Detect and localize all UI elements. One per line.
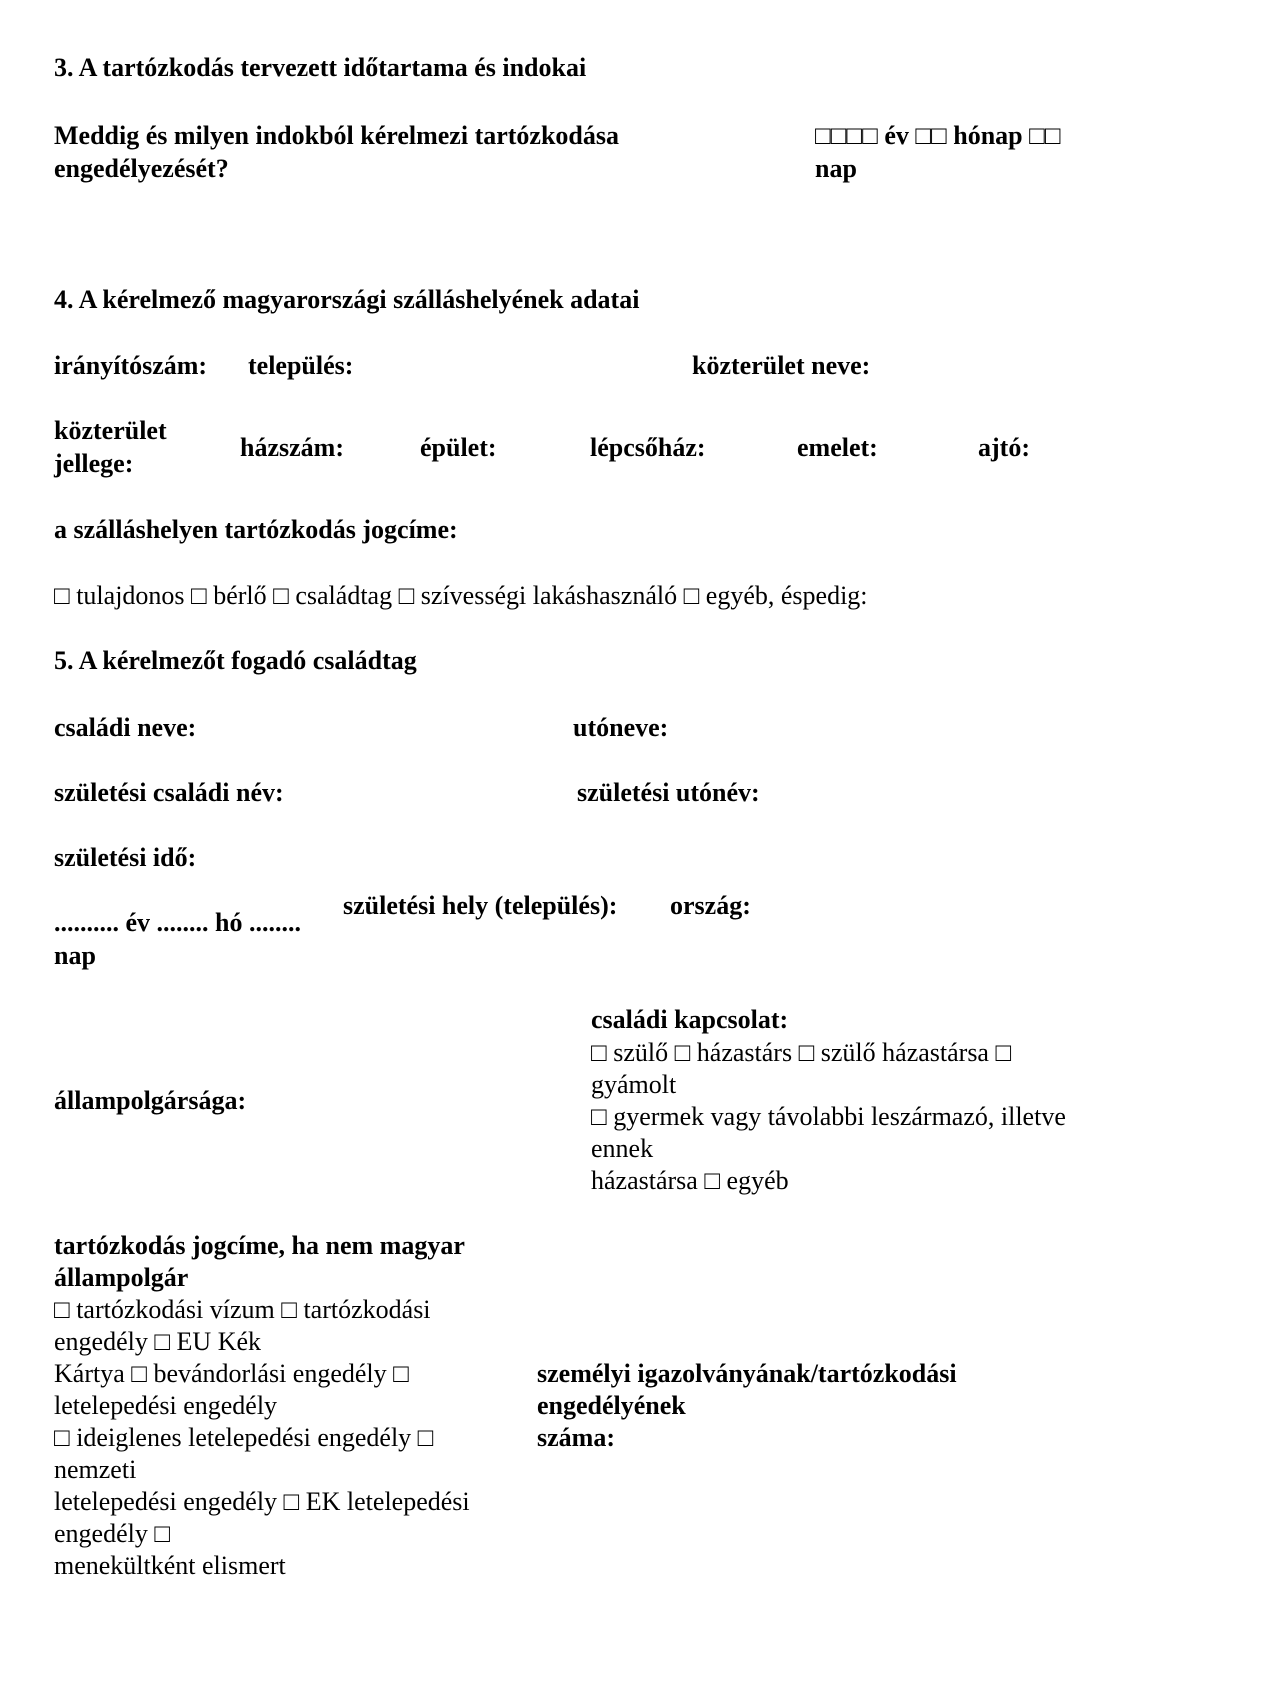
residence-option-line[interactable]: □ ideiglenes letelepedési engedély □ <box>54 1423 434 1452</box>
birth-family-name-label: születési családi név: <box>54 778 284 807</box>
relationship-option-line[interactable]: □ szülő □ házastárs □ szülő házastársa □ <box>591 1038 1012 1067</box>
door-label: ajtó: <box>978 433 1030 462</box>
relationship-label: családi kapcsolat: <box>591 1005 789 1034</box>
duration-fields-line-2: nap <box>815 154 857 183</box>
residence-option-line[interactable]: Kártya □ bevándorlási engedély □ <box>54 1359 409 1388</box>
duration-question-line-2: engedélyezését? <box>54 154 229 183</box>
residence-option-line[interactable]: □ tartózkodási vízum □ tartózkodási <box>54 1295 431 1324</box>
birth-date-blank-line-1[interactable]: .......... év ........ hó ........ <box>54 908 301 937</box>
relationship-option-line[interactable]: ennek <box>591 1134 654 1163</box>
section-5-heading: 5. A kérelmezőt fogadó családtag <box>54 646 417 675</box>
id-number-label-line-3: száma: <box>537 1423 615 1452</box>
section-4-heading: 4. A kérelmező magyarországi szálláshelyének adatai <box>54 285 640 314</box>
residence-option-line[interactable]: engedély □ <box>54 1519 171 1548</box>
duration-fields-line-1[interactable]: □□□□ év □□ hónap □□ <box>815 121 1061 150</box>
house-number-label: házszám: <box>240 433 344 462</box>
relationship-option-line[interactable]: házastársa □ egyéb <box>591 1166 789 1195</box>
floor-label: emelet: <box>797 433 878 462</box>
street-name-label: közterület neve: <box>692 351 871 380</box>
residence-option-line[interactable]: letelepedési engedély <box>54 1391 278 1420</box>
residence-title-label-line-2: állampolgár <box>54 1263 189 1292</box>
residence-title-label-line-1: tartózkodás jogcíme, ha nem magyar <box>54 1231 465 1260</box>
relationship-option-line[interactable]: gyámolt <box>591 1070 677 1099</box>
citizenship-label: állampolgársága: <box>54 1086 247 1115</box>
city-label: település: <box>248 351 354 380</box>
street-type-label-line-1: közterület <box>54 416 167 445</box>
zip-label: irányítószám: <box>54 351 208 380</box>
given-name-label: utóneve: <box>573 713 669 742</box>
duration-question-line-1: Meddig és milyen indokból kérelmezi tartózkodása <box>54 121 620 150</box>
residence-option-line[interactable]: engedély □ EU Kék <box>54 1327 262 1356</box>
section-3-heading: 3. A tartózkodás tervezett időtartama és indokai <box>54 53 587 82</box>
accommodation-title-label: a szálláshelyen tartózkodás jogcíme: <box>54 515 458 544</box>
residence-option-line[interactable]: nemzeti <box>54 1455 137 1484</box>
family-name-label: családi neve: <box>54 713 197 742</box>
id-number-label-line-2: engedélyének <box>537 1391 686 1420</box>
relationship-option-line[interactable]: □ gyermek vagy távolabbi leszármazó, illetve <box>591 1102 1066 1131</box>
residence-option-line[interactable]: menekültként elismert <box>54 1551 286 1580</box>
accommodation-title-options[interactable]: □ tulajdonos □ bérlő □ családtag □ szívességi lakáshasználó □ egyéb, éspedig: <box>54 581 868 610</box>
birth-date-blank-line-2: nap <box>54 941 96 970</box>
birth-place-label: születési hely (település): <box>343 891 618 920</box>
building-label: épület: <box>420 433 497 462</box>
id-number-label-line-1: személyi igazolványának/tartózkodási <box>537 1359 957 1388</box>
staircase-label: lépcsőház: <box>590 433 706 462</box>
street-type-label-line-2: jellege: <box>54 449 134 478</box>
residence-option-line[interactable]: letelepedési engedély □ EK letelepedési <box>54 1487 470 1516</box>
birth-given-name-label: születési utónév: <box>577 778 760 807</box>
country-label: ország: <box>670 891 751 920</box>
birth-date-label: születési idő: <box>54 843 197 872</box>
